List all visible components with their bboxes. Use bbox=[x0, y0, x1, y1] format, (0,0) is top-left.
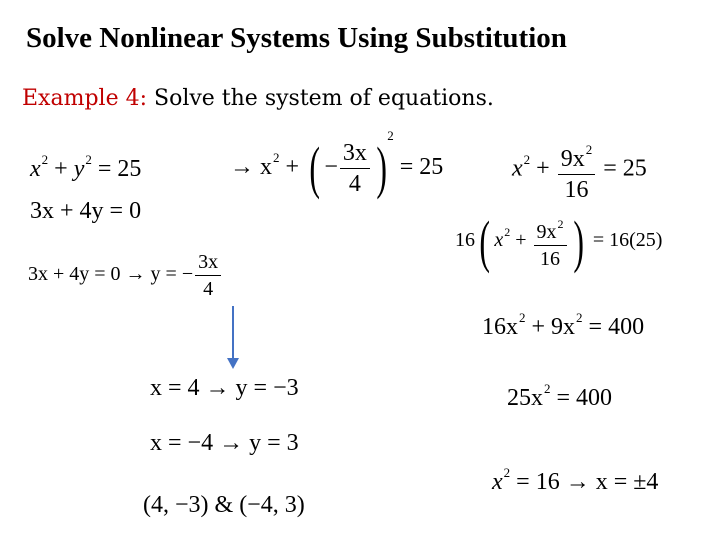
substitute-lead: → x bbox=[230, 154, 272, 180]
slide-title: Solve Nonlinear Systems Using Substitution bbox=[26, 22, 567, 54]
example-label: Example 4: bbox=[22, 86, 147, 111]
rhs: = 25 bbox=[597, 155, 647, 182]
isolate-y-step bbox=[28, 250, 223, 301]
operator: + bbox=[530, 155, 556, 182]
fraction-numerator: 3x bbox=[195, 250, 221, 276]
term: 25x bbox=[507, 385, 543, 411]
result-1: x = 4 → y = −3 bbox=[150, 375, 299, 401]
term: 16x bbox=[482, 314, 518, 340]
multiplier: 16 bbox=[455, 229, 475, 252]
exponent: 2 bbox=[523, 151, 531, 167]
down-arrow-icon bbox=[227, 358, 239, 369]
exponent: 2 bbox=[585, 142, 593, 157]
multiply-step bbox=[455, 208, 663, 274]
example-text: Solve the system of equations. bbox=[154, 86, 494, 111]
negative-sign: − bbox=[324, 154, 338, 180]
left-paren: ( bbox=[309, 135, 321, 201]
isolate-text: 3x + 4y = 0 → y = − bbox=[28, 263, 194, 286]
fraction bbox=[195, 250, 221, 301]
fraction-denominator: 16 bbox=[540, 248, 560, 270]
equation-circle bbox=[30, 152, 141, 183]
term: + 9x bbox=[525, 314, 576, 340]
exponent: 2 bbox=[504, 225, 511, 240]
rhs: = 25 bbox=[91, 156, 142, 182]
down-arrow-shaft bbox=[232, 306, 234, 360]
exponent: 2 bbox=[85, 152, 92, 167]
exponent: 2 bbox=[273, 150, 280, 165]
exponent: 2 bbox=[557, 217, 564, 231]
solve-x-step bbox=[492, 465, 658, 496]
exponent: 2 bbox=[576, 310, 583, 325]
fraction bbox=[534, 212, 567, 271]
equation-line bbox=[30, 198, 141, 225]
var-x: x bbox=[494, 229, 504, 252]
exponent: 2 bbox=[41, 152, 49, 167]
sum-step bbox=[507, 381, 612, 412]
left-paren: ( bbox=[479, 208, 490, 274]
fraction-numerator: 3x bbox=[340, 139, 370, 169]
example-prompt bbox=[22, 86, 494, 111]
fraction-denominator: 16 bbox=[564, 177, 589, 203]
rhs: = 16(25) bbox=[587, 229, 663, 252]
fraction-numerator: 9x bbox=[560, 146, 585, 172]
rhs: = 400 bbox=[550, 385, 613, 411]
right-paren: ) bbox=[376, 135, 387, 201]
final-answer: (4, −3) & (−4, 3) bbox=[143, 492, 305, 518]
rhs: = 400 bbox=[582, 314, 645, 340]
var-x: x bbox=[492, 469, 503, 495]
result-2: x = −4 → y = 3 bbox=[150, 430, 299, 456]
right-paren: ) bbox=[572, 208, 584, 274]
linear-equation-text: 3x + 4y = 0 bbox=[30, 198, 142, 224]
rhs: = 25 bbox=[393, 154, 444, 180]
operator: + bbox=[48, 156, 74, 182]
operator: + bbox=[279, 154, 306, 180]
exponent: 2 bbox=[544, 381, 551, 396]
var-x: x bbox=[30, 156, 41, 182]
exponent: 2 bbox=[519, 310, 526, 325]
simplified-step bbox=[512, 136, 647, 204]
substitution-step bbox=[230, 128, 444, 201]
fraction bbox=[340, 139, 370, 198]
exponent: 2 bbox=[503, 465, 511, 480]
rhs: = 16 → x = ±4 bbox=[510, 469, 659, 495]
fraction bbox=[558, 136, 596, 204]
fraction-numerator: 9x bbox=[536, 221, 557, 243]
fraction-denominator: 4 bbox=[348, 170, 361, 197]
operator: + bbox=[510, 229, 532, 252]
var-y: y bbox=[73, 156, 85, 182]
outer-exponent: 2 bbox=[387, 128, 394, 143]
combined-step bbox=[482, 310, 644, 341]
fraction-denominator: 4 bbox=[203, 278, 214, 300]
var-x: x bbox=[512, 155, 523, 182]
